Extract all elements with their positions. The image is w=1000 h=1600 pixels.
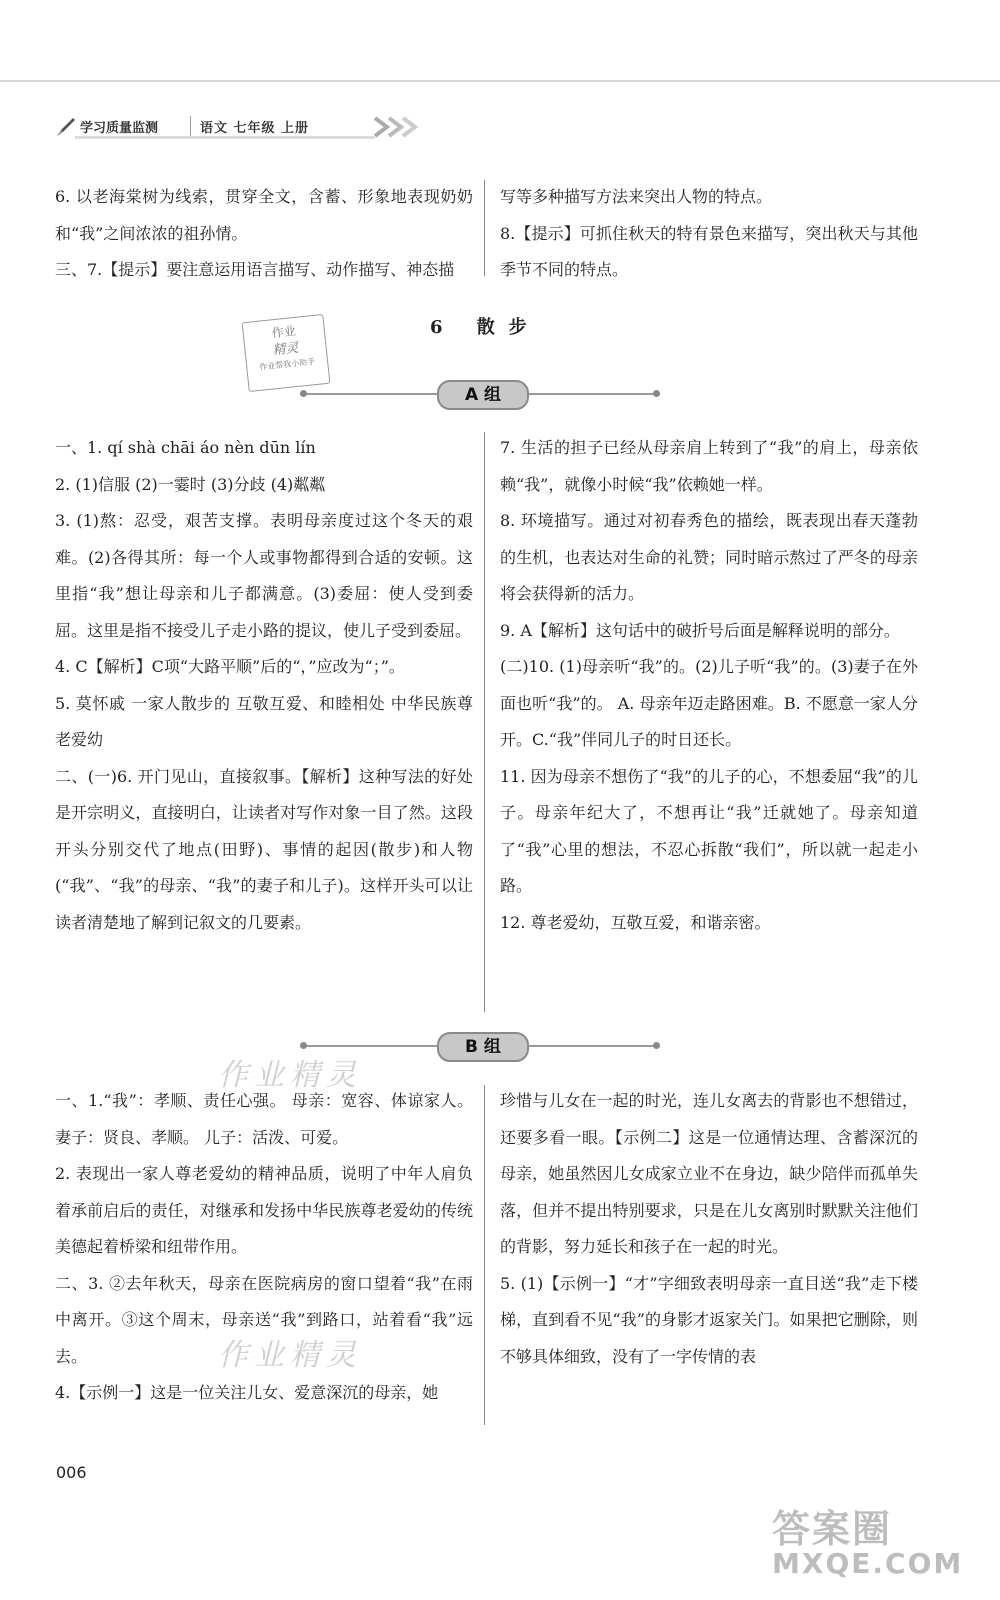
answer-item: 2. 表现出一家人尊老爱幼的精神品质，说明了中年人肩负着承前启后的责任，对继承和发扬中华民族尊老爱幼的传统美德起着桥梁和纽带作用。 <box>55 1164 473 1256</box>
divider-dot <box>300 1042 307 1049</box>
logo-url: MXQE.COM <box>772 1547 964 1580</box>
answer-item: 4. C【解析】C项“大路平顺”后的“，”应改为“；”。 <box>55 657 405 676</box>
answer-item: 一、1.“我”：孝顺、责任心强。 母亲：宽容、体谅家人。妻子：贤良、孝顺。 儿子：活泼、可爱。 <box>55 1091 473 1147</box>
column-divider <box>484 1085 485 1425</box>
answer-item: 6. 以老海棠树为线索，贯穿全文，含蓄、形象地表现奶奶和“我”之间浓浓的祖孙情。 <box>55 187 473 243</box>
answer-item: (二)10. (1)母亲听“我”的。(2)儿子听“我”的。(3)妻子在外面也听“我”的。 A. 母亲年迈走路困难。B. 不愿意一家人分开。C.“我”伴同儿子的时日还长。 <box>500 657 918 749</box>
divider-dot <box>653 1042 660 1049</box>
group-a-label: A 组 <box>437 380 529 410</box>
prev-answers-left <box>55 179 473 289</box>
stamp-line: 作业 <box>271 323 297 341</box>
page-header <box>55 112 415 140</box>
answer-item: 8.【提示】可抓住秋天的特有景色来描写，突出秋天与其他季节不同的特点。 <box>500 223 918 279</box>
answer-item: 5. 莫怀戚 一家人散步的 互敬互爱、和睦相处 中华民族尊老爱幼 <box>55 693 473 749</box>
prev-answers-right <box>500 179 918 289</box>
header-underline <box>75 136 375 139</box>
answer-item: 一、1. qí shà chāi áo nèn dūn lín <box>55 438 316 457</box>
answer-item: 5. (1)【示例一】“才”字细致表明母亲一直目送“我”走下楼梯，直到看不见“我”的身影才返家关门。如果把它删除，则不够具体细致，没有了一字传情的表 <box>500 1273 918 1366</box>
stamp-line: 精灵 <box>271 340 300 359</box>
column-divider <box>484 180 485 276</box>
group-b-right <box>500 1083 918 1375</box>
answer-item: 2. (1)信服 (2)一霎时 (3)分歧 (4)粼粼 <box>55 474 326 494</box>
page-number: 006 <box>56 1463 87 1482</box>
stamp-line: 作业帮我小助手 <box>258 357 316 372</box>
header-separator <box>190 116 191 138</box>
top-rule <box>0 80 1000 82</box>
answer-item: 11. 因为母亲不想伤了“我”的儿子的心，不想委屈“我”的儿子。母亲年纪大了，不想再让“我”迁就她了。母亲知道了“我”心里的想法，不忍心拆散“我们”，所以就一起走小路。 <box>500 766 918 895</box>
lesson-title: 6 散步 <box>430 317 541 338</box>
answer-item: 二、(一)6. 开门见山，直接叙事。【解析】这种写法的好处是开宗明义，直接明白，让读者对写作对象一目了然。这段开头分别交代了地点(田野)、事情的起因(散步)和人物(“我”、“我”的母亲、“我”的妻子和儿子)。这样开头可以让读者清楚地了解到记叙文的几要素。 <box>55 766 473 932</box>
divider-dot <box>653 390 660 397</box>
group-a-right <box>500 430 918 941</box>
answer-item: 二、3. ②去年秋天，母亲在医院病房的窗口望着“我”在雨中离开。③这个周末，母亲送“我”到路口，站着看“我”远去。 <box>55 1273 473 1366</box>
answer-item: 8. 环境描写。通过对初春秀色的描绘，既表现出春天蓬勃的生机，也表达对生命的礼赞；同时暗示熬过了严冬的母亲将会获得新的活力。 <box>500 511 918 603</box>
watermark-text: 作业精灵 <box>218 1058 362 1093</box>
answer-item: 写等多种描写方法来突出人物的特点。 <box>500 187 773 206</box>
answer-item: 珍惜与儿女在一起的时光，连儿女离去的背影也不想错过，还要多看一眼。【示例二】这是一位通情达理、含蓄深沉的母亲，她虽然因儿女成家立业不在身边，缺少陪伴而孤单失落，但并不提出特别要求，只是在儿女离别时默默关注他们的背影，努力延长和孩子在一起的时光。 <box>500 1091 918 1256</box>
answer-item: 三、7.【提示】要注意运用语言描写、动作描写、神态描 <box>55 260 455 279</box>
group-a-left <box>55 430 473 941</box>
answer-item: 3. (1)熬：忍受，艰苦支撑。表明母亲度过这个冬天的艰难。(2)各得其所：每一个人或事物都得到合适的安顿。这里指“我”想让母亲和儿子都满意。(3)委屈：使人受到委屈。这里是指不接受儿子走小路的提议，使儿子受到委屈。 <box>55 511 473 640</box>
subject-label: 语文 七年级 上册 <box>200 121 310 136</box>
answer-item: 4.【示例一】这是一位关注儿女、爱意深沉的母亲，她 <box>55 1383 439 1402</box>
chevrons-icon <box>373 116 457 138</box>
pen-icon <box>55 116 77 138</box>
answer-item: 7. 生活的担子已经从母亲肩上转到了“我”的肩上，母亲依赖“我”，就像小时候“我”依赖她一样。 <box>500 438 918 494</box>
watermark-text: 作业精灵 <box>218 1338 362 1373</box>
homework-stamp <box>242 314 331 392</box>
column-divider <box>484 432 485 1012</box>
group-b-label: B 组 <box>437 1032 529 1062</box>
answer-item: 9. A【解析】这句话中的破折号后面是解释说明的部分。 <box>500 620 900 640</box>
watermark-logo <box>772 1498 982 1588</box>
logo-text: 答案圈 <box>772 1507 893 1551</box>
divider-dot <box>300 390 307 397</box>
series-label: 学习质量监测 <box>80 121 159 136</box>
answer-item: 12. 尊老爱幼，互敬互爱，和谐亲密。 <box>500 912 771 932</box>
